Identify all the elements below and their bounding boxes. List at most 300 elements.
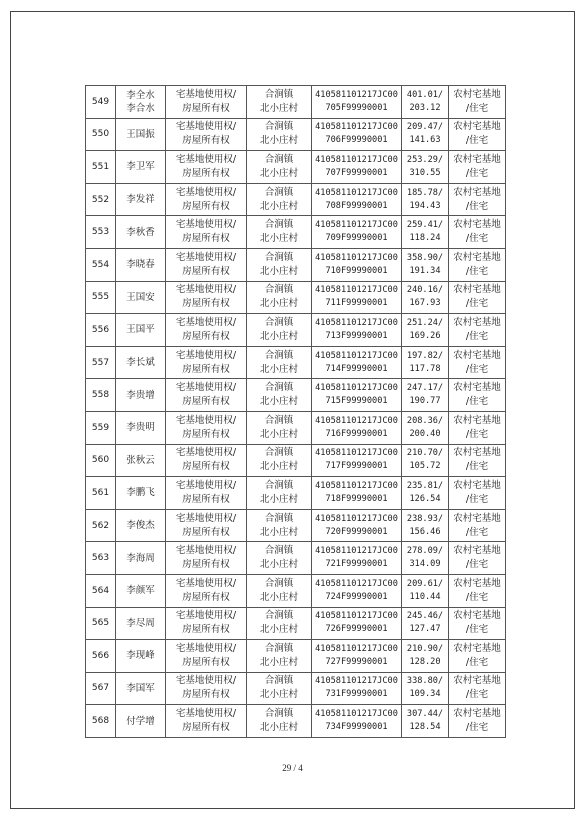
land-use-line: 农村宅基地 bbox=[453, 577, 501, 589]
right-type-cell bbox=[166, 216, 247, 249]
owner-name-cell bbox=[116, 183, 166, 216]
parcel-code-line: 718F99990001 bbox=[325, 493, 388, 504]
parcel-code-line: 707F99990001 bbox=[325, 167, 388, 178]
land-use-line: 农村宅基地 bbox=[453, 316, 501, 328]
location-cell bbox=[247, 672, 312, 705]
parcel-code-line: 410581101217JC00 bbox=[315, 480, 398, 491]
land-use-cell bbox=[449, 542, 506, 575]
land-use-cell bbox=[449, 281, 506, 314]
owner-name-cell bbox=[116, 477, 166, 510]
land-use-cell bbox=[449, 151, 506, 184]
location-cell bbox=[247, 118, 312, 151]
parcel-code-cell bbox=[312, 86, 402, 119]
right-type-line: 房屋所有权 bbox=[182, 200, 230, 212]
land-use-line: 农村宅基地 bbox=[453, 708, 501, 720]
area-line: 358.90/ bbox=[406, 252, 444, 263]
right-type-line: 宅基地使用权/ bbox=[175, 219, 237, 231]
parcel-code-line: 410581101217JC00 bbox=[315, 578, 398, 589]
parcel-code-line: 410581101217JC00 bbox=[315, 643, 398, 654]
location-cell bbox=[247, 640, 312, 673]
location-line: 北小庄村 bbox=[259, 624, 298, 636]
owner-name-cell bbox=[116, 216, 166, 249]
right-type-line: 房屋所有权 bbox=[182, 656, 230, 668]
location-line: 北小庄村 bbox=[259, 656, 298, 668]
right-type-line: 房屋所有权 bbox=[182, 233, 230, 245]
owner-name-cell bbox=[116, 509, 166, 542]
land-use-cell bbox=[449, 574, 506, 607]
owner-name-cell bbox=[116, 672, 166, 705]
row-number-cell: 563 bbox=[86, 542, 116, 575]
land-use-line: /住宅 bbox=[465, 591, 489, 603]
row-number-cell: 559 bbox=[86, 411, 116, 444]
owner-name-line: 李现峰 bbox=[126, 650, 155, 662]
parcel-code-line: 724F99990001 bbox=[325, 591, 388, 602]
location-line: 北小庄村 bbox=[259, 689, 298, 701]
location-cell bbox=[247, 346, 312, 379]
area-line: 338.80/ bbox=[406, 676, 444, 687]
location-line: 北小庄村 bbox=[259, 135, 298, 147]
area-line: 197.82/ bbox=[406, 350, 444, 361]
owner-name-line: 王国振 bbox=[126, 128, 155, 140]
parcel-code-line: 710F99990001 bbox=[325, 265, 388, 276]
parcel-code-line: 709F99990001 bbox=[325, 233, 388, 244]
location-line: 合涧镇 bbox=[264, 382, 294, 394]
owner-name-line: 李长斌 bbox=[126, 357, 155, 369]
table-row bbox=[86, 346, 506, 379]
row-number-cell: 549 bbox=[86, 86, 116, 119]
right-type-cell bbox=[166, 640, 247, 673]
land-use-cell bbox=[449, 607, 506, 640]
location-line: 合涧镇 bbox=[264, 512, 294, 524]
owner-name-line: 李贵增 bbox=[126, 389, 155, 401]
right-type-cell bbox=[166, 509, 247, 542]
parcel-code-cell bbox=[312, 118, 402, 151]
row-number-cell: 556 bbox=[86, 314, 116, 347]
parcel-code-cell bbox=[312, 444, 402, 477]
location-line: 北小庄村 bbox=[259, 493, 298, 505]
area-cell bbox=[402, 314, 449, 347]
row-number-cell: 551 bbox=[86, 151, 116, 184]
land-use-line: /住宅 bbox=[465, 135, 489, 147]
right-type-line: 房屋所有权 bbox=[182, 559, 230, 571]
land-use-line: 农村宅基地 bbox=[453, 88, 501, 100]
location-line: 合涧镇 bbox=[264, 88, 294, 100]
area-line: 245.46/ bbox=[406, 611, 444, 622]
row-number-cell: 550 bbox=[86, 118, 116, 151]
owner-name-line: 李国军 bbox=[126, 682, 155, 694]
owner-name-cell bbox=[116, 542, 166, 575]
right-type-line: 宅基地使用权/ bbox=[175, 88, 237, 100]
owner-name-cell bbox=[116, 411, 166, 444]
land-use-line: 农村宅基地 bbox=[453, 219, 501, 231]
parcel-code-line: 410581101217JC00 bbox=[315, 383, 398, 394]
location-line: 合涧镇 bbox=[264, 316, 294, 328]
location-cell bbox=[247, 477, 312, 510]
table-row bbox=[86, 281, 506, 314]
area-line: 253.29/ bbox=[406, 154, 444, 165]
parcel-code-cell bbox=[312, 705, 402, 738]
owner-name-line: 李晓春 bbox=[126, 259, 155, 271]
parcel-code-line: 708F99990001 bbox=[325, 200, 388, 211]
row-number-cell: 557 bbox=[86, 346, 116, 379]
area-line: 117.78 bbox=[409, 363, 441, 374]
right-type-line: 宅基地使用权/ bbox=[175, 284, 237, 296]
land-use-cell bbox=[449, 118, 506, 151]
right-type-cell bbox=[166, 314, 247, 347]
owner-name-line: 王国安 bbox=[126, 291, 155, 303]
land-use-line: /住宅 bbox=[465, 396, 489, 408]
area-line: 141.63 bbox=[409, 135, 441, 146]
land-use-cell bbox=[449, 248, 506, 281]
right-type-line: 房屋所有权 bbox=[182, 265, 230, 277]
right-type-line: 房屋所有权 bbox=[182, 461, 230, 473]
right-type-cell bbox=[166, 574, 247, 607]
right-type-line: 房屋所有权 bbox=[182, 428, 230, 440]
area-line: 251.24/ bbox=[406, 317, 444, 328]
right-type-cell bbox=[166, 86, 247, 119]
location-line: 合涧镇 bbox=[264, 545, 294, 557]
parcel-code-cell bbox=[312, 379, 402, 412]
land-use-cell bbox=[449, 346, 506, 379]
parcel-code-cell bbox=[312, 346, 402, 379]
table-row bbox=[86, 183, 506, 216]
property-register-table bbox=[85, 85, 506, 738]
area-line: 169.26 bbox=[409, 330, 441, 341]
table-row bbox=[86, 379, 506, 412]
land-use-line: /住宅 bbox=[465, 233, 489, 245]
right-type-cell bbox=[166, 118, 247, 151]
right-type-cell bbox=[166, 672, 247, 705]
location-cell bbox=[247, 705, 312, 738]
owner-name-line: 李秋香 bbox=[126, 226, 155, 238]
right-type-line: 房屋所有权 bbox=[182, 363, 230, 375]
land-use-line: 农村宅基地 bbox=[453, 349, 501, 361]
parcel-code-line: 410581101217JC00 bbox=[315, 122, 398, 133]
land-use-cell bbox=[449, 640, 506, 673]
owner-name-line: 李卫军 bbox=[126, 161, 155, 173]
area-line: 259.41/ bbox=[406, 220, 444, 231]
area-line: 238.93/ bbox=[406, 513, 444, 524]
owner-name-cell bbox=[116, 314, 166, 347]
area-line: 126.54 bbox=[409, 493, 441, 504]
area-line: 235.81/ bbox=[406, 480, 444, 491]
area-cell bbox=[402, 705, 449, 738]
location-cell bbox=[247, 509, 312, 542]
parcel-code-line: 714F99990001 bbox=[325, 363, 388, 374]
land-use-line: 农村宅基地 bbox=[453, 414, 501, 426]
location-line: 合涧镇 bbox=[264, 414, 294, 426]
row-number-cell: 567 bbox=[86, 672, 116, 705]
right-type-line: 房屋所有权 bbox=[182, 722, 230, 734]
owner-name-cell bbox=[116, 118, 166, 151]
land-use-line: 农村宅基地 bbox=[453, 186, 501, 198]
table-row bbox=[86, 411, 506, 444]
location-line: 合涧镇 bbox=[264, 251, 294, 263]
parcel-code-line: 410581101217JC00 bbox=[315, 546, 398, 557]
location-line: 合涧镇 bbox=[264, 675, 294, 687]
parcel-code-cell bbox=[312, 411, 402, 444]
parcel-code-line: 410581101217JC00 bbox=[315, 252, 398, 263]
parcel-code-line: 410581101217JC00 bbox=[315, 415, 398, 426]
owner-name-line: 付学增 bbox=[126, 715, 155, 727]
table-row bbox=[86, 574, 506, 607]
row-number-cell: 552 bbox=[86, 183, 116, 216]
location-line: 北小庄村 bbox=[259, 396, 298, 408]
parcel-code-line: 410581101217JC00 bbox=[315, 154, 398, 165]
area-line: 203.12 bbox=[409, 102, 441, 113]
table-row bbox=[86, 248, 506, 281]
right-type-line: 房屋所有权 bbox=[182, 689, 230, 701]
right-type-line: 房屋所有权 bbox=[182, 135, 230, 147]
right-type-line: 房屋所有权 bbox=[182, 526, 230, 538]
owner-name-cell bbox=[116, 705, 166, 738]
owner-name-line: 李贵明 bbox=[126, 422, 155, 434]
land-use-line: 农村宅基地 bbox=[453, 121, 501, 133]
right-type-line: 宅基地使用权/ bbox=[175, 251, 237, 263]
area-line: 310.55 bbox=[409, 167, 441, 178]
land-use-cell bbox=[449, 477, 506, 510]
land-use-line: /住宅 bbox=[465, 526, 489, 538]
parcel-code-cell bbox=[312, 672, 402, 705]
parcel-code-cell bbox=[312, 640, 402, 673]
table-row bbox=[86, 705, 506, 738]
land-use-line: /住宅 bbox=[465, 363, 489, 375]
parcel-code-line: 727F99990001 bbox=[325, 656, 388, 667]
location-cell bbox=[247, 314, 312, 347]
location-line: 合涧镇 bbox=[264, 186, 294, 198]
location-line: 合涧镇 bbox=[264, 349, 294, 361]
area-line: 118.24 bbox=[409, 233, 441, 244]
land-use-line: /住宅 bbox=[465, 722, 489, 734]
location-line: 合涧镇 bbox=[264, 153, 294, 165]
location-line: 合涧镇 bbox=[264, 642, 294, 654]
owner-name-cell bbox=[116, 640, 166, 673]
parcel-code-cell bbox=[312, 216, 402, 249]
row-number-cell: 560 bbox=[86, 444, 116, 477]
row-number-cell: 565 bbox=[86, 607, 116, 640]
right-type-line: 宅基地使用权/ bbox=[175, 121, 237, 133]
right-type-line: 宅基地使用权/ bbox=[175, 447, 237, 459]
area-line: 185.78/ bbox=[406, 187, 444, 198]
right-type-line: 房屋所有权 bbox=[182, 167, 230, 179]
land-use-line: 农村宅基地 bbox=[453, 153, 501, 165]
row-number-cell: 566 bbox=[86, 640, 116, 673]
location-line: 北小庄村 bbox=[259, 102, 298, 114]
location-line: 北小庄村 bbox=[259, 167, 298, 179]
right-type-line: 宅基地使用权/ bbox=[175, 545, 237, 557]
land-use-line: 农村宅基地 bbox=[453, 642, 501, 654]
area-line: 190.77 bbox=[409, 396, 441, 407]
owner-name-line: 王国平 bbox=[126, 324, 155, 336]
table-row bbox=[86, 151, 506, 184]
area-line: 191.34 bbox=[409, 265, 441, 276]
row-number-cell: 561 bbox=[86, 477, 116, 510]
right-type-line: 房屋所有权 bbox=[182, 330, 230, 342]
parcel-code-line: 410581101217JC00 bbox=[315, 448, 398, 459]
location-line: 北小庄村 bbox=[259, 722, 298, 734]
location-line: 合涧镇 bbox=[264, 219, 294, 231]
owner-name-line: 李海周 bbox=[126, 552, 155, 564]
right-type-line: 宅基地使用权/ bbox=[175, 153, 237, 165]
land-use-line: 农村宅基地 bbox=[453, 512, 501, 524]
land-use-line: /住宅 bbox=[465, 102, 489, 114]
owner-name-line: 张秋云 bbox=[126, 454, 155, 466]
owner-name-line: 李鹏飞 bbox=[126, 487, 155, 499]
area-cell bbox=[402, 672, 449, 705]
right-type-line: 房屋所有权 bbox=[182, 102, 230, 114]
parcel-code-line: 410581101217JC00 bbox=[315, 89, 398, 100]
land-use-line: 农村宅基地 bbox=[453, 479, 501, 491]
area-line: 278.09/ bbox=[406, 546, 444, 557]
table-row bbox=[86, 86, 506, 119]
location-line: 合涧镇 bbox=[264, 577, 294, 589]
right-type-line: 房屋所有权 bbox=[182, 298, 230, 310]
area-line: 208.36/ bbox=[406, 415, 444, 426]
parcel-code-line: 716F99990001 bbox=[325, 428, 388, 439]
page-number: 29 / 4 bbox=[282, 763, 303, 773]
land-use-cell bbox=[449, 183, 506, 216]
area-line: 109.34 bbox=[409, 689, 441, 700]
owner-name-line: 李尽周 bbox=[126, 617, 155, 629]
area-cell bbox=[402, 542, 449, 575]
location-line: 北小庄村 bbox=[259, 330, 298, 342]
parcel-code-cell bbox=[312, 281, 402, 314]
right-type-line: 宅基地使用权/ bbox=[175, 414, 237, 426]
parcel-code-line: 410581101217JC00 bbox=[315, 513, 398, 524]
area-line: 247.17/ bbox=[406, 383, 444, 394]
location-cell bbox=[247, 444, 312, 477]
parcel-code-line: 410581101217JC00 bbox=[315, 709, 398, 720]
location-cell bbox=[247, 183, 312, 216]
land-use-cell bbox=[449, 705, 506, 738]
location-line: 合涧镇 bbox=[264, 121, 294, 133]
area-line: 156.46 bbox=[409, 526, 441, 537]
location-cell bbox=[247, 216, 312, 249]
table-row bbox=[86, 477, 506, 510]
land-use-line: /住宅 bbox=[465, 493, 489, 505]
right-type-cell bbox=[166, 542, 247, 575]
parcel-code-cell bbox=[312, 542, 402, 575]
parcel-code-line: 734F99990001 bbox=[325, 722, 388, 733]
right-type-cell bbox=[166, 411, 247, 444]
land-use-line: 农村宅基地 bbox=[453, 251, 501, 263]
right-type-cell bbox=[166, 607, 247, 640]
location-line: 北小庄村 bbox=[259, 200, 298, 212]
location-line: 北小庄村 bbox=[259, 298, 298, 310]
owner-name-line: 李全水 bbox=[126, 89, 155, 101]
parcel-code-cell bbox=[312, 607, 402, 640]
owner-name-cell bbox=[116, 444, 166, 477]
area-line: 210.70/ bbox=[406, 448, 444, 459]
row-number-cell: 554 bbox=[86, 248, 116, 281]
table-body bbox=[86, 86, 506, 738]
right-type-line: 宅基地使用权/ bbox=[175, 316, 237, 328]
right-type-line: 宅基地使用权/ bbox=[175, 642, 237, 654]
right-type-cell bbox=[166, 346, 247, 379]
row-number-cell: 558 bbox=[86, 379, 116, 412]
location-line: 合涧镇 bbox=[264, 447, 294, 459]
location-cell bbox=[247, 542, 312, 575]
land-use-cell bbox=[449, 379, 506, 412]
right-type-cell bbox=[166, 151, 247, 184]
land-use-line: 农村宅基地 bbox=[453, 284, 501, 296]
row-number-cell: 562 bbox=[86, 509, 116, 542]
land-use-line: /住宅 bbox=[465, 265, 489, 277]
land-use-line: /住宅 bbox=[465, 656, 489, 668]
table-row bbox=[86, 216, 506, 249]
land-use-cell bbox=[449, 411, 506, 444]
right-type-line: 宅基地使用权/ bbox=[175, 512, 237, 524]
right-type-line: 房屋所有权 bbox=[182, 493, 230, 505]
area-cell bbox=[402, 574, 449, 607]
parcel-code-cell bbox=[312, 509, 402, 542]
right-type-line: 房屋所有权 bbox=[182, 396, 230, 408]
parcel-code-line: 715F99990001 bbox=[325, 396, 388, 407]
parcel-code-line: 410581101217JC00 bbox=[315, 350, 398, 361]
parcel-code-cell bbox=[312, 248, 402, 281]
land-use-cell bbox=[449, 216, 506, 249]
land-use-line: 农村宅基地 bbox=[453, 675, 501, 687]
area-line: 209.61/ bbox=[406, 578, 444, 589]
area-line: 401.01/ bbox=[406, 89, 444, 100]
location-line: 北小庄村 bbox=[259, 591, 298, 603]
land-use-cell bbox=[449, 672, 506, 705]
right-type-line: 宅基地使用权/ bbox=[175, 675, 237, 687]
parcel-code-line: 717F99990001 bbox=[325, 461, 388, 472]
location-cell bbox=[247, 86, 312, 119]
land-use-line: /住宅 bbox=[465, 461, 489, 473]
location-line: 北小庄村 bbox=[259, 559, 298, 571]
right-type-cell bbox=[166, 444, 247, 477]
right-type-cell bbox=[166, 477, 247, 510]
location-cell bbox=[247, 607, 312, 640]
land-use-line: /住宅 bbox=[465, 428, 489, 440]
right-type-line: 房屋所有权 bbox=[182, 591, 230, 603]
owner-name-line: 李发祥 bbox=[126, 194, 155, 206]
location-line: 合涧镇 bbox=[264, 284, 294, 296]
area-line: 307.44/ bbox=[406, 709, 444, 720]
parcel-code-line: 726F99990001 bbox=[325, 624, 388, 635]
parcel-code-line: 410581101217JC00 bbox=[315, 285, 398, 296]
location-line: 北小庄村 bbox=[259, 363, 298, 375]
table-row bbox=[86, 509, 506, 542]
area-cell bbox=[402, 444, 449, 477]
parcel-code-line: 711F99990001 bbox=[325, 298, 388, 309]
location-line: 北小庄村 bbox=[259, 428, 298, 440]
parcel-code-cell bbox=[312, 574, 402, 607]
right-type-cell bbox=[166, 705, 247, 738]
right-type-cell bbox=[166, 281, 247, 314]
parcel-code-line: 705F99990001 bbox=[325, 102, 388, 113]
row-number-cell: 553 bbox=[86, 216, 116, 249]
land-use-cell bbox=[449, 314, 506, 347]
land-use-line: 农村宅基地 bbox=[453, 610, 501, 622]
location-cell bbox=[247, 151, 312, 184]
area-line: 167.93 bbox=[409, 298, 441, 309]
right-type-cell bbox=[166, 379, 247, 412]
right-type-line: 宅基地使用权/ bbox=[175, 186, 237, 198]
parcel-code-cell bbox=[312, 314, 402, 347]
location-cell bbox=[247, 281, 312, 314]
row-number-cell: 568 bbox=[86, 705, 116, 738]
owner-name-cell bbox=[116, 281, 166, 314]
right-type-cell bbox=[166, 248, 247, 281]
parcel-code-line: 721F99990001 bbox=[325, 559, 388, 570]
land-use-cell bbox=[449, 444, 506, 477]
area-cell bbox=[402, 509, 449, 542]
area-cell bbox=[402, 216, 449, 249]
owner-name-line: 李颜军 bbox=[126, 585, 155, 597]
